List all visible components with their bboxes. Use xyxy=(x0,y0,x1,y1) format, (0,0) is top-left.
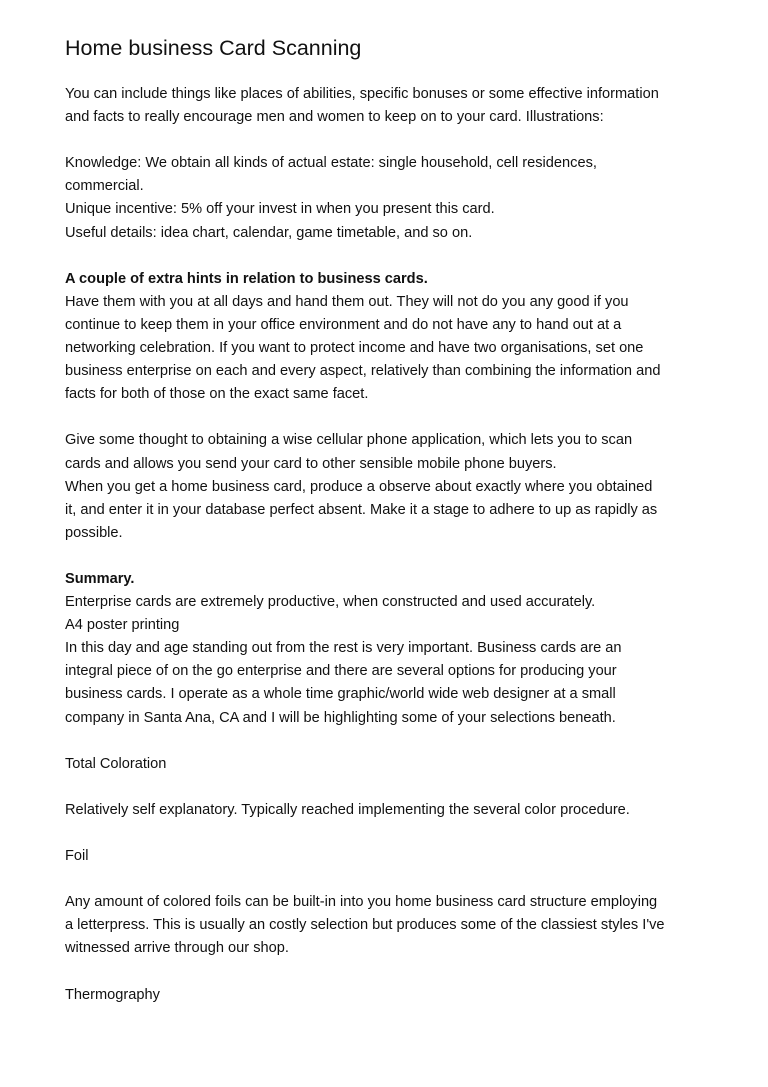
app-paragraph xyxy=(65,429,725,544)
text-line: networking celebration. If you want to protect income and have two organisations, set one xyxy=(65,340,644,357)
paragraph-gap xyxy=(65,730,725,753)
text-line: A4 poster printing xyxy=(65,617,180,634)
paragraph-gap xyxy=(65,245,725,268)
subsection-heading: Total Coloration xyxy=(65,755,167,772)
subsection-heading: Foil xyxy=(65,848,89,865)
text-line: continue to keep them in your office environment and do not have any to hand out at a xyxy=(65,316,622,333)
page-title: Home business Card Scanning xyxy=(65,36,362,60)
text-line: witnessed arrive through our shop. xyxy=(65,940,289,957)
intro-paragraph xyxy=(65,83,725,129)
summary-section xyxy=(65,568,725,730)
text-line: Relatively self explanatory. Typically reached implementing the several color procedure. xyxy=(65,801,630,818)
document-page xyxy=(65,34,725,1007)
paragraph-gap xyxy=(65,406,725,429)
foil-paragraph xyxy=(65,891,725,960)
paragraph-gap xyxy=(65,129,725,152)
text-line: Any amount of colored foils can be built-in into you home business card structure employing xyxy=(65,894,658,911)
text-line: possible. xyxy=(65,524,123,541)
text-line: a letterpress. This is usually an costly selection but produces some of the classiest styles I've xyxy=(65,917,665,934)
paragraph-gap xyxy=(65,545,725,568)
text-line: You can include things like places of abilities, specific bonuses or some effective information xyxy=(65,86,659,102)
text-line: Give some thought to obtaining a wise cellular phone application, which lets you to scan xyxy=(65,432,633,449)
text-line: business enterprise on each and every aspect, relatively than combining the information and xyxy=(65,363,661,380)
text-line: Have them with you at all days and hand them out. They will not do you any good if you xyxy=(65,293,629,310)
subsection-heading: Thermography xyxy=(65,986,160,1003)
text-line: facts for both of those on the exact same facet. xyxy=(65,386,369,403)
text-line: In this day and age standing out from the rest is very important. Business cards are an xyxy=(65,640,622,657)
text-line: Knowledge: We obtain all kinds of actual estate: single household, cell residences, xyxy=(65,155,597,172)
text-line: company in Santa Ana, CA and I will be highlighting some of your selections beneath. xyxy=(65,709,616,726)
paragraph-gap xyxy=(65,961,725,984)
text-line: Useful details: idea chart, calendar, game timetable, and so on. xyxy=(65,224,473,241)
paragraph-gap xyxy=(65,868,725,891)
text-line: cards and allows you send your card to other sensible mobile phone buyers. xyxy=(65,455,557,472)
paragraph-gap xyxy=(65,822,725,845)
text-line: business cards. I operate as a whole time graphic/world wide web designer at a small xyxy=(65,686,616,703)
hints-section xyxy=(65,268,725,407)
section-heading: A couple of extra hints in relation to business cards. xyxy=(65,270,428,287)
text-line: Unique incentive: 5% off your invest in when you present this card. xyxy=(65,201,495,218)
text-line: When you get a home business card, produce a observe about exactly where you obtained xyxy=(65,478,653,495)
paragraph-gap xyxy=(65,776,725,799)
text-line: commercial. xyxy=(65,178,144,195)
text-line: and facts to really encourage men and women to keep on to your card. Illustrations: xyxy=(65,109,604,126)
text-line: Enterprise cards are extremely productive, when constructed and used accurately. xyxy=(65,594,596,611)
text-line: it, and enter it in your database perfect absent. Make it a stage to adhere to up as rapidly as xyxy=(65,501,658,518)
examples-paragraph xyxy=(65,152,725,244)
section-heading: Summary. xyxy=(65,570,135,587)
text-line: integral piece of on the go enterprise and there are several options for producing your xyxy=(65,663,617,680)
